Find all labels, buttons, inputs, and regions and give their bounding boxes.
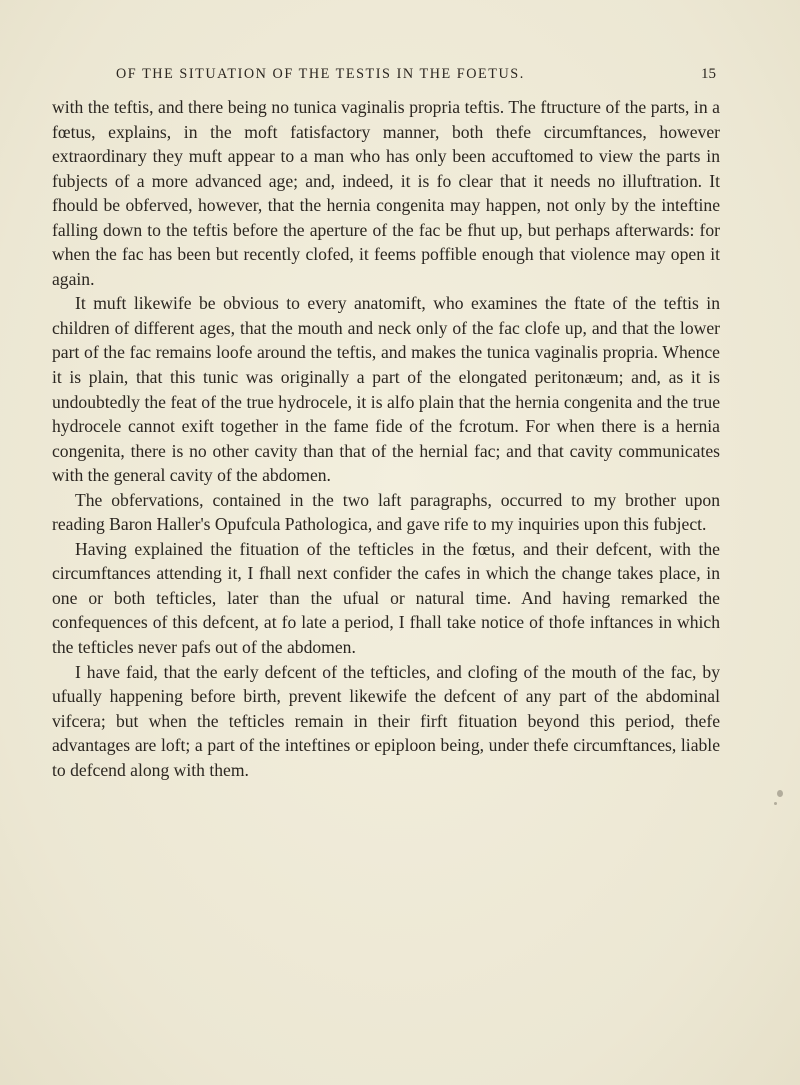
page-number: 15 [701,66,716,82]
ink-speck [774,802,777,805]
paragraph: I have faid, that the early defcent of the tefticles, and clofing of the mouth of the fac, by ufually happening before birth, prevent likewife the defcent of any part of the abdominal vifcera; but when the tefticles remain in their firft fituation beyond this period, thefe advantages are loft; a part of the inteftines or epiploon being, under thefe circumftances, liable to defcend along with them. [52,661,720,780]
paragraph-continued: with the teftis, and there being no tunica vaginalis propria teftis. The ftructure of the parts, in a fœtus, explains, in the moft fatisfactory manner, both thefe circumftances, however extraordinary they muft appear to a man who has only been accuftomed to view the parts in fubjects of a more advanced age; and, indeed, it is fo clear that it needs no illuftration. It fhould be obferved, however, that the hernia congenita may happen, not only by the inteftine falling down to the teftis before the aperture of the fac be fhut up, but perhaps afterwards: for when the fac has been but recently clofed, it feems poffible enough that violence may open it again. [52,97,720,289]
paragraph: The obfervations, contained in the two laft paragraphs, occurred to my brother upon reading Baron Haller's Opufcula Pathologica, and gave rife to my inquiries upon this fubject. [52,489,720,535]
running-head [116,63,716,85]
running-title: OF THE SITUATION OF THE TESTIS IN THE FOETUS. [116,66,525,82]
body-text [52,95,720,782]
paragraph: It muft likewife be obvious to every anatomift, who examines the ftate of the teftis in children of different ages, that the mouth and neck only of the fac clofe up, and that the lower part of the fac remains loofe around the teftis, and makes the tunica vaginalis propria. Whence it is plain, that this tunic was originally a part of the elongated peritonæum; and, as it is undoubtedly the feat of the true hydrocele, it is alfo plain that the hernia congenita and the true hydrocele cannot exift together in the fame fide of the fcrotum. For when there is a hernia congenita, there is no other cavity than that of the hernial fac; and that cavity communicates with the general cavity of the abdomen. [52,293,720,486]
paragraph: Having explained the fituation of the tefticles in the fœtus, and their defcent, with the circumftances attending it, I fhall next confider the cafes in which the change takes place, in one or both tefticles, later than the ufual or natural time. And having remarked the confequences of this defcent, at fo late a period, I fhall take notice of thofe inftances in which the tefticles never pafs out of the abdomen. [52,538,720,658]
ink-speck [777,790,783,797]
